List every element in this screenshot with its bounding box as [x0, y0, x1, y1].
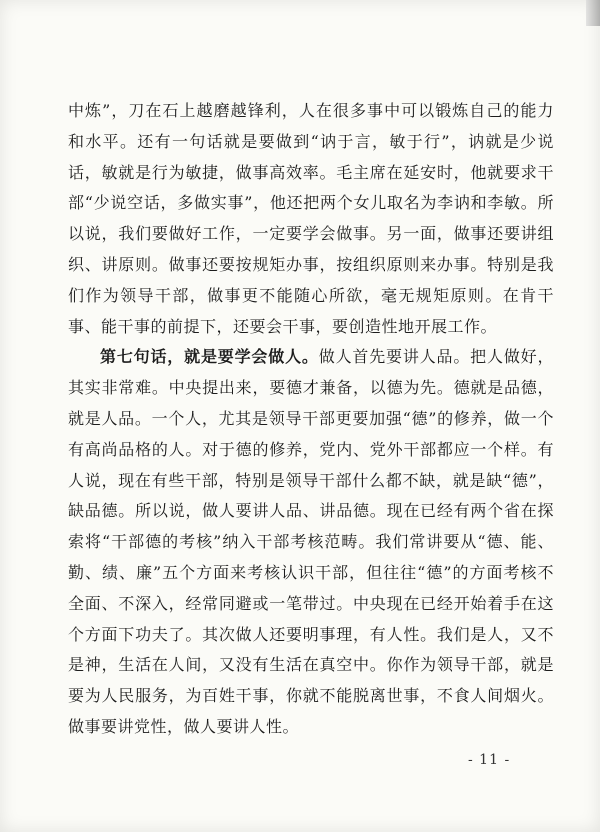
scan-edge-mark	[586, 0, 600, 26]
paragraph-text: 做人首先要讲人品。把人做好，其实非常难。中央提出来，要德才兼备，以德为先。德就是品德，就是人品。一个人，尤其是领导干部更要加强“德”的修养，做一个有高尚品格的人。对于德的修养，党内、党外干部都应一个样。有人说，现在有些干部，特别是领导干部什么都不缺，就是缺“德”，缺品德。所以说，做人要讲人品、讲品德。现在已经有两个省在探索将“干部德的考核”纳入干部考核范畴。我们常讲要从“德、能、勤、绩、廉”五个方面来考核认识干部，但往往“德”的方面考核不全面、不深入，经常同避或一笔带过。中央现在已经开始着手在这个方面下功夫了。其次做人还要明事理，有人性。我们是人，又不是神，生活在人间，又没有生活在真空中。你作为领导干部，就是要为人民服务，为百姓干事，你就不能脱离世事，不食人间烟火。做事要讲党性，做人要讲人性。	[68, 347, 554, 736]
paragraph-seventh-point	[68, 342, 554, 742]
document-page	[68, 96, 554, 743]
section-lead: 第七句话，就是要学会做人。	[100, 347, 319, 367]
page-number: - 11 -	[468, 752, 511, 768]
paragraph-text: 中炼”，刀在石上越磨越锋利，人在很多事中可以锻炼自己的能力和水平。还有一句话就是要做到“讷于言，敏于行”，讷就是少说话，敏就是行为敏捷，做事高效率。毛主席在延安时，他就要求干部“少说空话，多做实事”，他还把两个女儿取名为李讷和李敏。所以说，我们要做好工作，一定要学会做事。另一面，做事还要讲组织、讲原则。做事还要按规矩办事，按组织原则来办事。特别是我们作为领导干部，做事更不能随心所欲，毫无规矩原则。在肯干事、能干事的前提下，还要会干事，要创造性地开展工作。	[68, 101, 554, 336]
paragraph-continued	[68, 96, 554, 342]
